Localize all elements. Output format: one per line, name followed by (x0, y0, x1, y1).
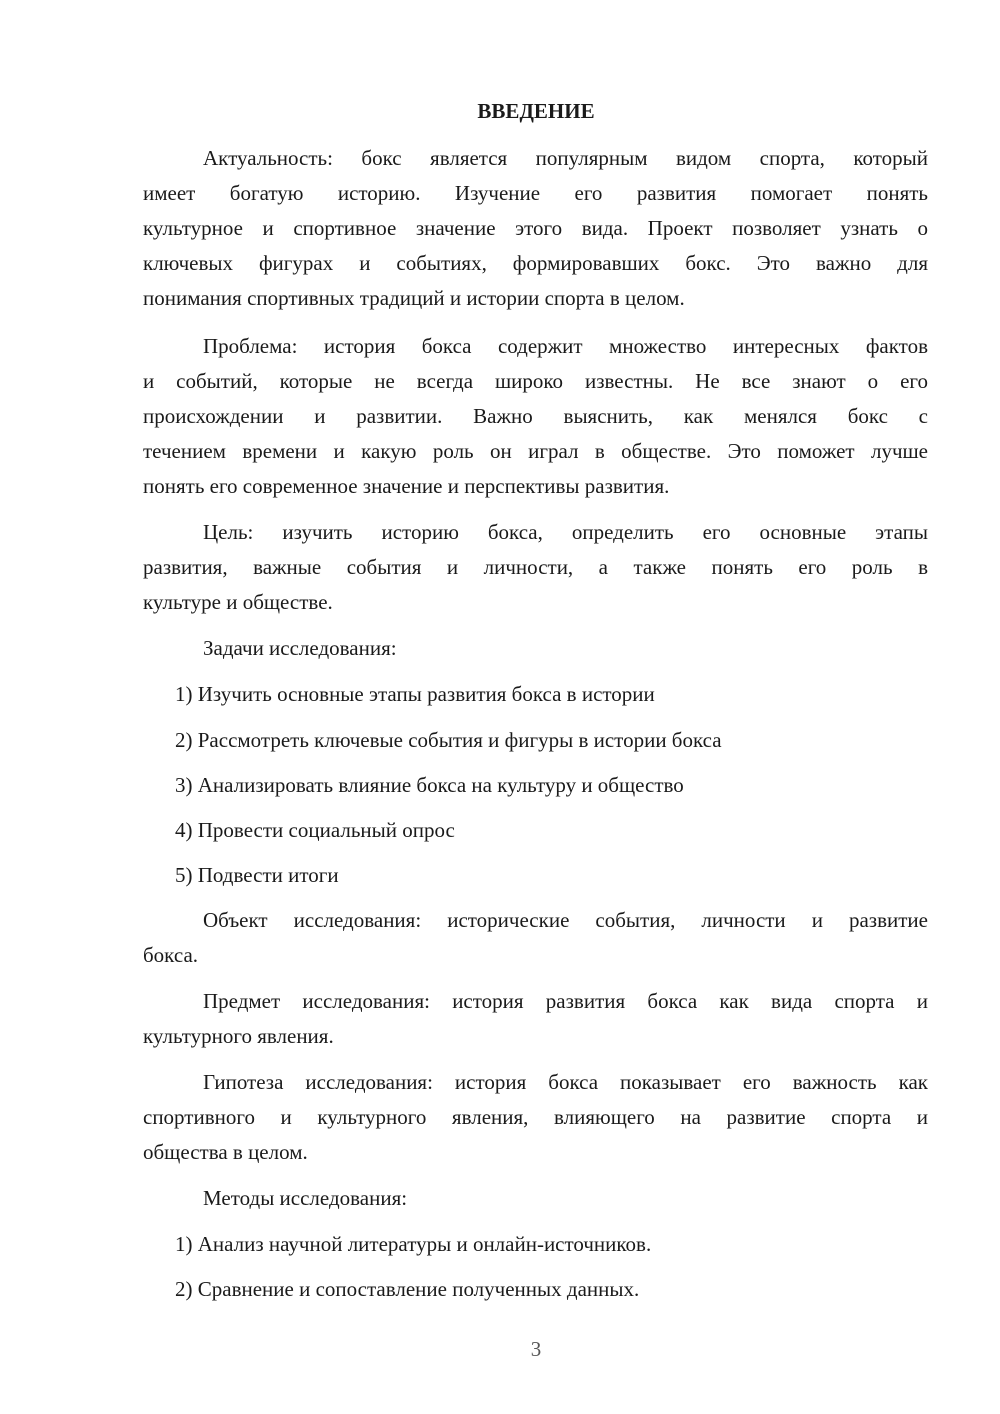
paragraph-line: бокса. (143, 943, 199, 967)
method-item: 2) Сравнение и сопоставление полученных данных. (175, 1277, 640, 1301)
paragraph-line: ключевых фигурах и событиях, формировавших бокс. Это важно для (143, 251, 928, 275)
paragraph-line: Предмет исследования: история развития бокса как вида спорта и (203, 989, 928, 1013)
paragraph-line: Объект исследования: исторические события, личности и развитие (203, 908, 928, 932)
task-item: 3) Анализировать влияние бокса на культуру и общество (175, 773, 684, 797)
paragraph-line: понимания спортивных традиций и истории спорта в целом. (143, 286, 685, 310)
paragraph-line: культурное и спортивное значение этого вида. Проект позволяет узнать о (143, 216, 928, 240)
object-paragraph (143, 903, 928, 973)
paragraph-line: Цель: изучить историю бокса, определить его основные этапы (203, 520, 928, 544)
paragraph-line: Проблема: история бокса содержит множество интересных фактов (203, 334, 928, 358)
paragraph-line: Гипотеза исследования: история бокса показывает его важность как (203, 1070, 928, 1094)
goal-paragraph (143, 515, 928, 620)
hypothesis-paragraph (143, 1065, 928, 1170)
task-item: 4) Провести социальный опрос (175, 818, 455, 842)
task-item: 5) Подвести итоги (175, 863, 339, 887)
methods-heading: Методы исследования: (203, 1186, 408, 1210)
paragraph-line: спортивного и культурного явления, влияющего на развитие спорта и (143, 1105, 928, 1129)
paragraph-line: культурного явления. (143, 1024, 334, 1048)
paragraph-line: понять его современное значение и перспективы развития. (143, 474, 670, 498)
paragraph-line: течением времени и какую роль он играл в обществе. Это поможет лучше (143, 439, 928, 463)
paragraph-line: и событий, которые не всегда широко известны. Не все знают о его (143, 369, 928, 393)
subject-paragraph (143, 984, 928, 1054)
section-heading: ВВЕДЕНИЕ (477, 99, 595, 123)
problem-paragraph (143, 329, 928, 504)
method-item: 1) Анализ научной литературы и онлайн-источников. (175, 1232, 652, 1256)
task-item: 1) Изучить основные этапы развития бокса в истории (175, 682, 655, 706)
paragraph-line: общества в целом. (143, 1140, 308, 1164)
paragraph-line: имеет богатую историю. Изучение его развития помогает понять (143, 181, 928, 205)
task-item: 2) Рассмотреть ключевые события и фигуры в истории бокса (175, 728, 722, 752)
page-number: 3 (530, 1337, 542, 1361)
paragraph-line: развития, важные события и личности, а также понять его роль в (143, 555, 928, 579)
tasks-heading: Задачи исследования: (203, 636, 397, 660)
paragraph-line: происхождении и развитии. Важно выяснить, как менялся бокс с (143, 404, 928, 428)
paragraph-line: Актуальность: бокс является популярным видом спорта, который (203, 146, 928, 170)
paragraph-line: культуре и обществе. (143, 590, 333, 614)
relevance-paragraph (143, 141, 928, 316)
